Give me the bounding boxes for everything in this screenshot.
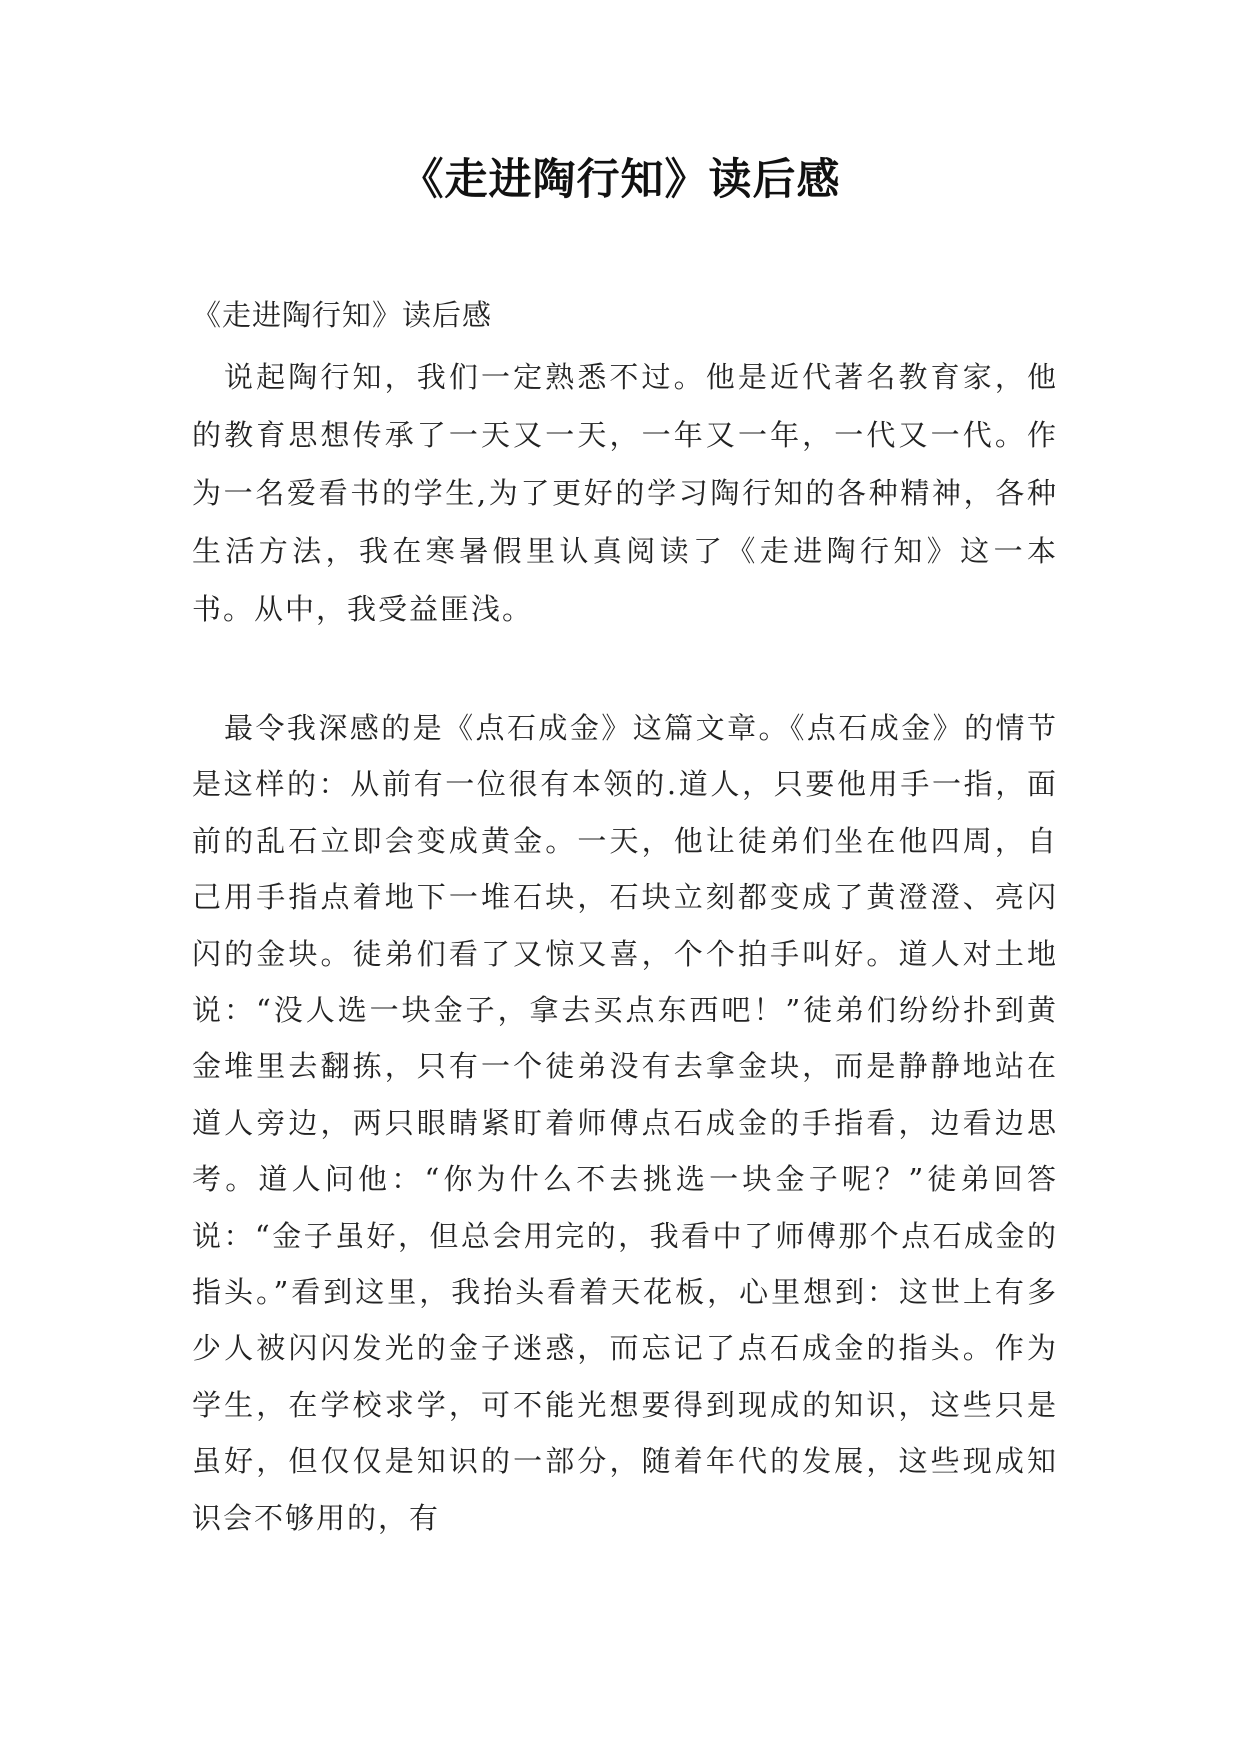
- paragraph-intro: 说起陶行知，我们一定熟悉不过。他是近代著名教育家，他的教育思想传承了一天又一天，一年又一年，一代又一代。作为一名爱看书的学生,为了更好的学习陶行知的各种精神，各种生活方法，我在寒暑假里认真阅读了《走进陶行知》这一本书。从中，我受益匪浅。: [192, 360, 1058, 626]
- document-subtitle: 《走进陶行知》读后感: [192, 298, 493, 332]
- paragraph-story: 最令我深感的是《点石成金》这篇文章。《点石成金》的情节是这样的：从前有一位很有本领的.道人，只要他用手一指，面前的乱石立即会变成黄金。一天，他让徒弟们坐在他四周，自己用手指点着地下一堆石块，石块立刻都变成了黄澄澄、亮闪闪的金块。徒弟们看了又惊又喜，个个拍手叫好。道人对土地说：“没人选一块金子，拿去买点东西吧！”徒弟们纷纷扑到黄金堆里去翻拣，只有一个徒弟没有去拿金块，而是静静地站在道人旁边，两只眼睛紧盯着师傅点石成金的手指看，边看边思考。道人问他：“你为什么不去挑选一块金子呢？”徒弟回答说：“金子虽好，但总会用完的，我看中了师傅那个点石成金的指头。”看到这里，我抬头看着天花板，心里想到：这世上有多少人被闪闪发光的金子迷惑，而忘记了点石成金的指头。作为学生，在学校求学，可不能光想要得到现成的知识，这些只是虽好，但仅仅是知识的一部分，随着年代的发展，这些现成知识会不够用的，有: [192, 711, 1058, 1535]
- document-title: 《走进陶行知》读后感: [400, 155, 841, 205]
